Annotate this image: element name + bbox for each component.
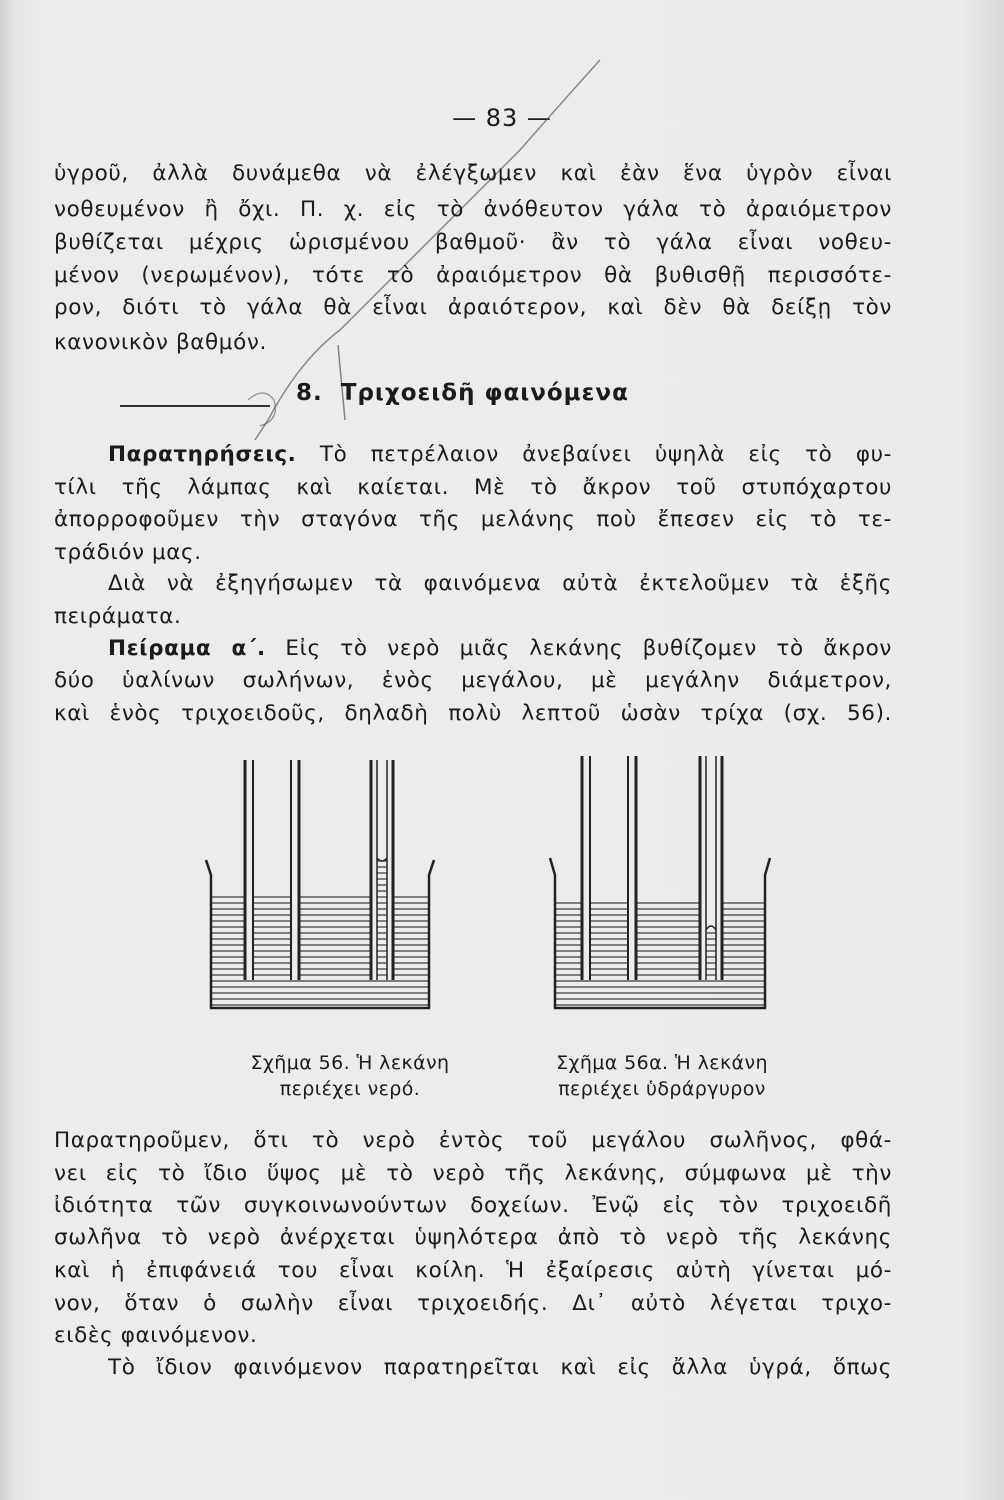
- text-line: Τὸ ἴδιον φαινόμενον παρατηρεῖται καὶ εἰς ἄλλα ὑγρά, ὅπως: [108, 1355, 892, 1380]
- observations-first-line: [108, 441, 892, 469]
- figure-56-water-basin: [196, 750, 446, 1018]
- text-line: ὑγροῦ, ἀλλὰ δυνάμεθα νὰ ἐλέγξωμεν καὶ ἐὰν ἕνα ὑγρὸν εἶναι: [54, 161, 892, 186]
- heading-rule: [120, 405, 270, 407]
- figure-56a-caption: [522, 1050, 802, 1102]
- experiment-text: Εἰς τὸ νερὸ μιᾶς λεκάνης βυθίζομεν τὸ ἄκρον: [265, 636, 893, 661]
- text-line: σωλῆνα τὸ νερὸ ἀνέρχεται ὑψηλότερα ἀπὸ τὸ νερὸ τῆς λεκάνης: [54, 1225, 892, 1250]
- experiment-first-line: [108, 635, 892, 663]
- text-line: ρον, διότι τὸ γάλα θὰ εἶναι ἀραιότερον, καὶ δὲν θὰ δείξῃ τὸν: [54, 295, 892, 320]
- experiment-label: Πείραμα α΄.: [108, 636, 266, 661]
- section-title: Τριχοειδῆ φαινόμενα: [340, 380, 629, 406]
- text-line: ειδὲς φαινόμενον.: [54, 1323, 258, 1348]
- text-line: βυθίζεται μέχρις ὡρισμένου βαθμοῦ· ἂν τὸ γάλα εἶναι νοθευ-: [54, 230, 892, 255]
- text-line: τίλι τῆς λάμπας καὶ καίεται. Μὲ τὸ ἄκρον τοῦ στυπόχαρτου: [54, 475, 892, 500]
- caption-line: περιέχει ὑδράργυρον: [558, 1078, 766, 1100]
- text-line: ἀπορροφοῦμεν τὴν σταγόνα τῆς μελάνης ποὺ ἔπεσεν εἰς τὸ τε-: [54, 507, 892, 532]
- text-line: νον, ὅταν ὁ σωλὴν εἶναι τριχοειδής. Δι᾽ αὐτὸ λέγεται τριχο-: [54, 1291, 892, 1316]
- text-line: νει εἰς τὸ ἴδιο ὕψος μὲ τὸ νερὸ τῆς λεκάνης, σύμφωνα μὲ τὴν: [54, 1161, 892, 1186]
- observations-label: Παρατηρήσεις.: [108, 442, 297, 467]
- caption-line: περιέχει νερό.: [279, 1078, 421, 1100]
- text-line: καὶ ἑνὸς τριχοειδοῦς, δηλαδὴ πολὺ λεπτοῦ ὡσὰν τρίχα (σχ. 56).: [54, 701, 892, 726]
- observations-text: Τὸ πετρέλαιον ἀνεβαίνει ὑψηλὰ εἰς τὸ φυ-: [296, 442, 892, 467]
- figure-56a-mercury-basin: [540, 750, 780, 1018]
- text-line: Παρατηροῦμεν, ὅτι τὸ νερὸ ἐντὸς τοῦ μεγάλου σωλῆνος, φθά-: [54, 1128, 892, 1153]
- text-line: δύο ὑαλίνων σωλήνων, ἑνὸς μεγάλου, μὲ μεγάλην διάμετρον,: [54, 668, 892, 693]
- text-line: κανονικὸν βαθμόν.: [54, 330, 267, 355]
- text-line: ἰδιότητα τῶν συγκοινωνούντων δοχείων. Ἐνῷ εἰς τὸν τριχοειδῆ: [54, 1193, 892, 1218]
- section-number: 8.: [296, 380, 323, 406]
- page-number: — 83 —: [452, 104, 552, 132]
- section-heading: [296, 380, 629, 406]
- text-line: νοθευμένον ἢ ὄχι. Π. χ. εἰς τὸ ἀνόθευτον γάλα τὸ ἀραιόμετρον: [54, 197, 892, 222]
- text-line: καὶ ἡ ἐπιφάνειά του εἶναι κοίλη. Ἡ ἐξαίρεσις αὐτὴ γίνεται μό-: [54, 1258, 892, 1283]
- text-line: τράδιόν μας.: [54, 540, 202, 565]
- text-line: μένον (νερωμένον), τότε τὸ ἀραιόμετρον θὰ βυθισθῇ περισσότε-: [54, 263, 892, 288]
- figure-56-caption: [210, 1050, 490, 1102]
- capillary-mercury-column: [706, 928, 716, 980]
- capillary-water-column: [377, 856, 387, 980]
- text-line: Διὰ νὰ ἐξηγήσωμεν τὰ φαινόμενα αὐτὰ ἐκτελοῦμεν τὰ ἑξῆς: [108, 571, 892, 596]
- caption-line: Σχῆμα 56. Ἡ λεκάνη: [250, 1052, 450, 1074]
- text-line: πειράματα.: [54, 604, 182, 629]
- caption-line: Σχῆμα 56α. Ἡ λεκάνη: [556, 1052, 768, 1074]
